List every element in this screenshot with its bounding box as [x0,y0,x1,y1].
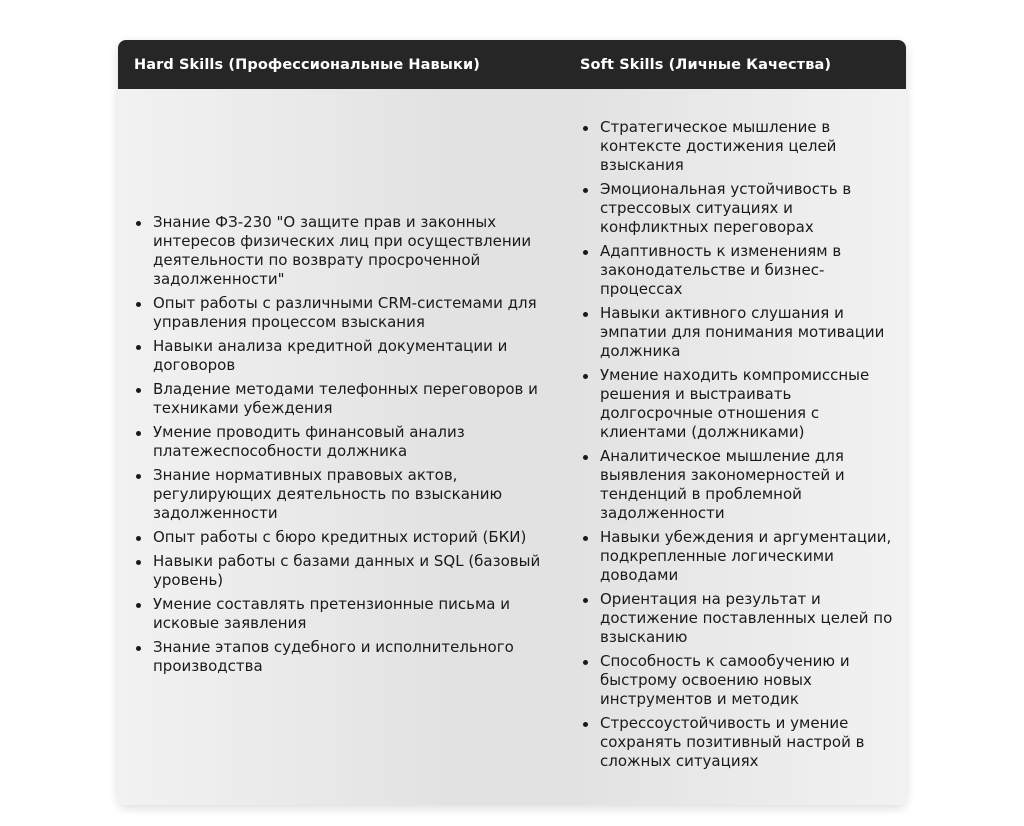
table-body [118,89,906,805]
list-item: Умение проводить финансовый анализ платежеспособности должника [153,423,557,461]
list-item: Владение методами телефонных переговоров и техниками убеждения [153,380,557,418]
list-item: Навыки анализа кредитной документации и договоров [153,337,557,375]
soft-skills-cell [565,89,906,805]
list-item: Опыт работы с различными CRM-системами для управления процессом взыскания [153,294,557,332]
list-item: Знание ФЗ-230 "О защите прав и законных интересов физических лиц при осуществлении деятельности по возврату просроченной задолженности" [153,213,557,289]
table-header [118,40,906,89]
list-item: Знание нормативных правовых актов, регулирующих деятельность по взысканию задолженности [153,466,557,523]
list-item: Опыт работы с бюро кредитных историй (БКИ) [153,528,557,547]
list-item: Навыки активного слушания и эмпатии для понимания мотивации должника [600,304,898,361]
list-item: Ориентация на результат и достижение поставленных целей по взысканию [600,590,898,647]
list-item: Умение находить компромиссные решения и выстраивать долгосрочные отношения с клиентами (должниками) [600,366,898,442]
hard-skills-cell [118,89,565,805]
list-item: Эмоциональная устойчивость в стрессовых ситуациях и конфликтных переговорах [600,180,898,237]
list-item: Навыки работы с базами данных и SQL (базовый уровень) [153,552,557,590]
hard-skills-list [132,213,557,681]
list-item: Навыки убеждения и аргументации, подкрепленные логическими доводами [600,528,898,585]
list-item: Адаптивность к изменениям в законодательстве и бизнес-процессах [600,242,898,299]
hard-skills-header: Hard Skills (Профессиональные Навыки) [134,56,480,73]
list-item: Аналитическое мышление для выявления закономерностей и тенденций в проблемной задолженности [600,447,898,523]
soft-skills-list [579,118,898,776]
soft-skills-header: Soft Skills (Личные Качества) [580,56,832,73]
list-item: Стрессоустойчивость и умение сохранять позитивный настрой в сложных ситуациях [600,714,898,771]
list-item: Умение составлять претензионные письма и исковые заявления [153,595,557,633]
list-item: Способность к самообучению и быстрому освоению новых инструментов и методик [600,652,898,709]
list-item: Знание этапов судебного и исполнительного производства [153,638,557,676]
list-item: Стратегическое мышление в контексте достижения целей взыскания [600,118,898,175]
skills-table [118,40,906,805]
